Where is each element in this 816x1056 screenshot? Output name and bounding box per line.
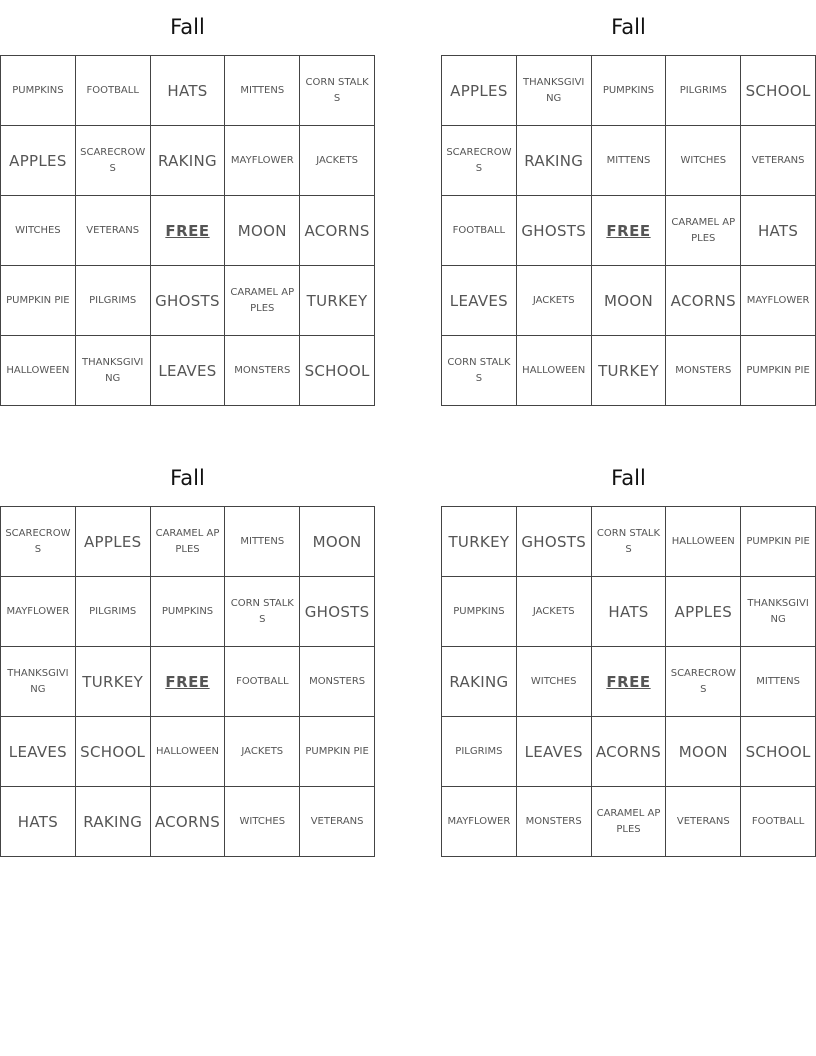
- bingo-cell: PUMPKIN PIE: [741, 507, 816, 577]
- bingo-cell: WITCHES: [517, 647, 592, 717]
- bingo-cell: PUMPKINS: [151, 577, 226, 647]
- bingo-cell: MONSTERS: [666, 336, 741, 406]
- bingo-cell: MITTENS: [741, 647, 816, 717]
- bingo-cell: MOON: [225, 196, 300, 266]
- bingo-cell: RAKING: [442, 647, 517, 717]
- bingo-cell: PILGRIMS: [76, 266, 151, 336]
- bingo-cell: HATS: [1, 787, 76, 857]
- card-title: Fall: [170, 466, 205, 490]
- bingo-cell: SCHOOL: [741, 717, 816, 787]
- bingo-cell: JACKETS: [225, 717, 300, 787]
- bingo-cell: VETERANS: [76, 196, 151, 266]
- bingo-cell: SCARECROWS: [76, 126, 151, 196]
- bingo-cell: THANKSGIVING: [517, 56, 592, 126]
- bingo-cell: RAKING: [151, 126, 226, 196]
- bingo-card-1: [0, 0, 375, 384]
- bingo-cell: CORN STALKS: [300, 56, 375, 126]
- bingo-cell: HALLOWEEN: [1, 336, 76, 406]
- bingo-cell: MOON: [300, 507, 375, 577]
- free-space-cell: FREE: [592, 647, 667, 717]
- bingo-cell: HATS: [592, 577, 667, 647]
- bingo-cell: GHOSTS: [151, 266, 226, 336]
- bingo-cell: MAYFLOWER: [442, 787, 517, 857]
- bingo-grid: [441, 506, 816, 857]
- bingo-cell: THANKSGIVING: [741, 577, 816, 647]
- bingo-cell: CARAMEL APPLES: [592, 787, 667, 857]
- bingo-cell: HATS: [151, 56, 226, 126]
- bingo-cell: FOOTBALL: [76, 56, 151, 126]
- card-title: Fall: [611, 15, 646, 39]
- bingo-cell: MAYFLOWER: [741, 266, 816, 336]
- bingo-cell: APPLES: [666, 577, 741, 647]
- bingo-cell: JACKETS: [517, 577, 592, 647]
- bingo-cell: LEAVES: [151, 336, 226, 406]
- bingo-card-4: [441, 451, 816, 835]
- bingo-cell: ACORNS: [592, 717, 667, 787]
- bingo-cell: THANKSGIVING: [1, 647, 76, 717]
- bingo-cell: TURKEY: [442, 507, 517, 577]
- bingo-cell: SCHOOL: [76, 717, 151, 787]
- bingo-cell: FOOTBALL: [741, 787, 816, 857]
- bingo-cell: HALLOWEEN: [151, 717, 226, 787]
- bingo-grid: [0, 506, 375, 857]
- bingo-cell: PUMPKIN PIE: [1, 266, 76, 336]
- bingo-cell: MITTENS: [225, 56, 300, 126]
- bingo-cell: CARAMEL APPLES: [151, 507, 226, 577]
- bingo-cell: CORN STALKS: [225, 577, 300, 647]
- bingo-grid: [441, 55, 816, 406]
- bingo-cell: HALLOWEEN: [517, 336, 592, 406]
- bingo-cell: MOON: [666, 717, 741, 787]
- bingo-cell: TURKEY: [300, 266, 375, 336]
- bingo-cell: TURKEY: [76, 647, 151, 717]
- bingo-cell: PUMPKIN PIE: [741, 336, 816, 406]
- bingo-card-3: [0, 451, 375, 831]
- bingo-cell: JACKETS: [300, 126, 375, 196]
- bingo-cell: ACORNS: [666, 266, 741, 336]
- bingo-cell: MOON: [592, 266, 667, 336]
- bingo-cell: GHOSTS: [517, 507, 592, 577]
- free-space-cell: FREE: [151, 647, 226, 717]
- bingo-cell: CORN STALKS: [592, 507, 667, 577]
- free-space-cell: FREE: [151, 196, 226, 266]
- bingo-cell: FOOTBALL: [442, 196, 517, 266]
- bingo-cell: FOOTBALL: [225, 647, 300, 717]
- bingo-cell: VETERANS: [666, 787, 741, 857]
- bingo-cell: TURKEY: [592, 336, 667, 406]
- bingo-grid: [0, 55, 375, 406]
- bingo-cell: RAKING: [517, 126, 592, 196]
- bingo-cell: HALLOWEEN: [666, 507, 741, 577]
- bingo-cell: WITCHES: [666, 126, 741, 196]
- bingo-cell: MITTENS: [592, 126, 667, 196]
- bingo-cell: SCHOOL: [300, 336, 375, 406]
- bingo-cell: GHOSTS: [517, 196, 592, 266]
- bingo-cell: MAYFLOWER: [225, 126, 300, 196]
- bingo-cell: GHOSTS: [300, 577, 375, 647]
- bingo-cell: MITTENS: [225, 507, 300, 577]
- bingo-cell: HATS: [741, 196, 816, 266]
- card-title: Fall: [611, 466, 646, 490]
- bingo-cell: PUMPKINS: [592, 56, 667, 126]
- bingo-cell: PUMPKINS: [1, 56, 76, 126]
- bingo-cell: JACKETS: [517, 266, 592, 336]
- bingo-cell: VETERANS: [741, 126, 816, 196]
- bingo-cell: APPLES: [442, 56, 517, 126]
- bingo-cell: ACORNS: [300, 196, 375, 266]
- bingo-cell: RAKING: [76, 787, 151, 857]
- bingo-cell: APPLES: [76, 507, 151, 577]
- bingo-cell: WITCHES: [225, 787, 300, 857]
- bingo-cell: APPLES: [1, 126, 76, 196]
- bingo-cell: MONSTERS: [225, 336, 300, 406]
- bingo-cell: VETERANS: [300, 787, 375, 857]
- bingo-cell: PILGRIMS: [666, 56, 741, 126]
- bingo-cell: LEAVES: [442, 266, 517, 336]
- bingo-cell: SCHOOL: [741, 56, 816, 126]
- bingo-cell: PILGRIMS: [76, 577, 151, 647]
- bingo-cell: LEAVES: [1, 717, 76, 787]
- bingo-cell: SCARECROWS: [666, 647, 741, 717]
- bingo-cell: SCARECROWS: [1, 507, 76, 577]
- bingo-cell: MAYFLOWER: [1, 577, 76, 647]
- bingo-cell: ACORNS: [151, 787, 226, 857]
- bingo-cell: PUMPKINS: [442, 577, 517, 647]
- bingo-cell: CARAMEL APPLES: [666, 196, 741, 266]
- free-space-cell: FREE: [592, 196, 667, 266]
- bingo-cell: SCARECROWS: [442, 126, 517, 196]
- bingo-cell: CARAMEL APPLES: [225, 266, 300, 336]
- card-title: Fall: [170, 15, 205, 39]
- bingo-card-2: [441, 0, 816, 384]
- bingo-cell: PUMPKIN PIE: [300, 717, 375, 787]
- bingo-cell: WITCHES: [1, 196, 76, 266]
- bingo-cell: MONSTERS: [517, 787, 592, 857]
- bingo-cell: PILGRIMS: [442, 717, 517, 787]
- bingo-cell: THANKSGIVING: [76, 336, 151, 406]
- bingo-cell: LEAVES: [517, 717, 592, 787]
- bingo-cell: CORN STALKS: [442, 336, 517, 406]
- bingo-cell: MONSTERS: [300, 647, 375, 717]
